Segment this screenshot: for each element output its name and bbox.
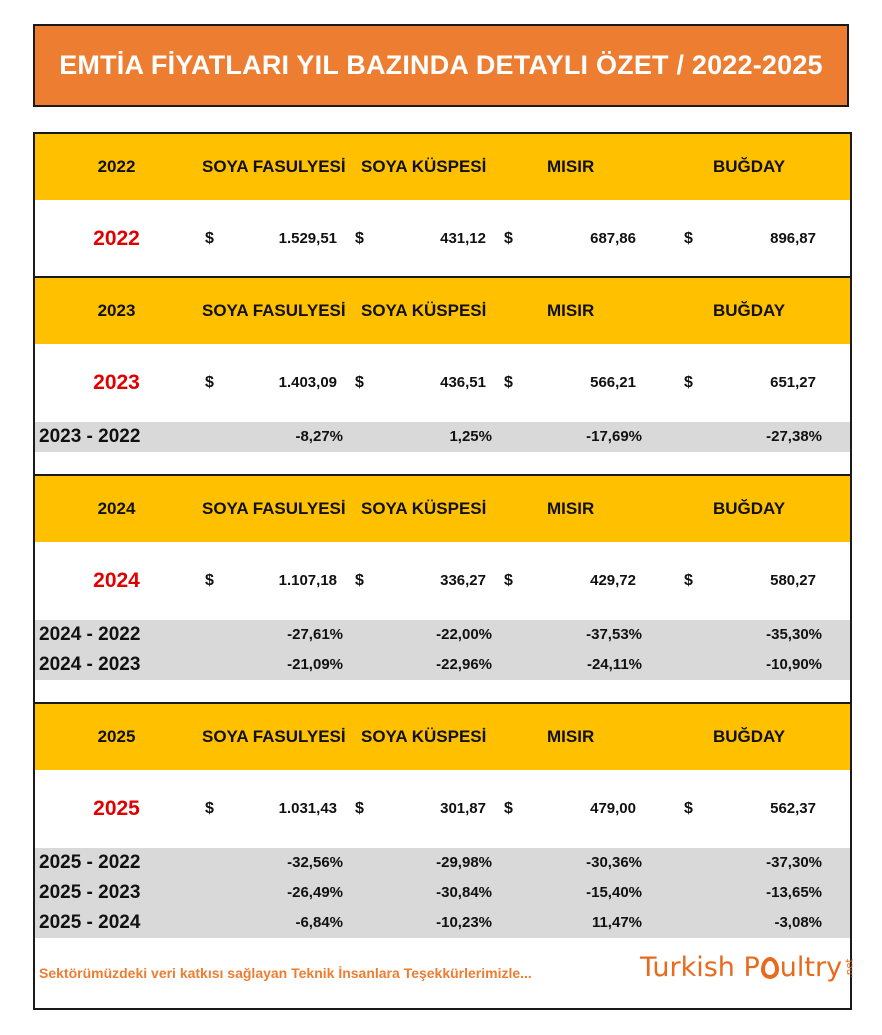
price-soya-kuspesi: 431,12 — [440, 230, 486, 247]
change-bugday: -13,65% — [766, 884, 822, 901]
change-label: 2025 - 2023 — [39, 882, 141, 903]
header-year: 2025 — [97, 727, 136, 746]
change-bugday: -27,38% — [766, 428, 822, 445]
currency-symbol: $ — [504, 800, 513, 817]
change-misir: -30,36% — [586, 854, 642, 871]
header-soya-fasulyesi: SOYA FASULYESİ — [202, 301, 346, 320]
price-bugday: 562,37 — [770, 800, 816, 817]
currency-symbol: $ — [504, 230, 513, 247]
price-soya-kuspesi: 336,27 — [440, 572, 486, 589]
change-row — [35, 650, 850, 680]
currency-symbol: $ — [504, 374, 513, 391]
header-year: 2023 — [97, 301, 136, 320]
price-soya-fasulyesi: 1.031,43 — [278, 800, 337, 817]
header-misir: MISIR — [547, 499, 595, 518]
header-misir: MISIR — [547, 301, 595, 320]
price-misir: 566,21 — [590, 374, 636, 391]
price-soya-fasulyesi: 1.403,09 — [278, 374, 337, 391]
change-soya-fasulyesi: -27,61% — [287, 626, 343, 643]
change-soya-kuspesi: -22,00% — [436, 626, 492, 643]
price-soya-fasulyesi: 1.107,18 — [278, 572, 337, 589]
price-row-year: 2025 — [93, 797, 140, 820]
price-row-year: 2024 — [93, 569, 140, 592]
change-misir: -17,69% — [586, 428, 642, 445]
currency-symbol: $ — [684, 572, 693, 589]
price-bugday: 651,27 — [770, 374, 816, 391]
header-year: 2024 — [97, 499, 136, 518]
change-soya-kuspesi: -22,96% — [436, 656, 492, 673]
currency-symbol: $ — [684, 230, 693, 247]
change-soya-fasulyesi: -32,56% — [287, 854, 343, 871]
change-label: 2023 - 2022 — [39, 426, 141, 447]
header-soya-fasulyesi: SOYA FASULYESİ — [202, 727, 346, 746]
currency-symbol: $ — [205, 572, 214, 589]
header-bugday: BUĞDAY — [713, 157, 786, 176]
change-bugday: -35,30% — [766, 626, 822, 643]
currency-symbol: $ — [205, 800, 214, 817]
change-row — [35, 620, 850, 650]
change-soya-kuspesi: -30,84% — [436, 884, 492, 901]
price-row — [35, 200, 850, 278]
header-soya-kuspesi: SOYA KÜSPESİ — [361, 157, 487, 176]
currency-symbol: $ — [684, 374, 693, 391]
header-soya-fasulyesi: SOYA FASULYESİ — [202, 499, 346, 518]
header-soya-kuspesi: SOYA KÜSPESİ — [361, 499, 487, 518]
logo-suffix: .net — [844, 958, 856, 979]
year-section-2025 — [35, 702, 850, 933]
change-label: 2024 - 2023 — [39, 654, 141, 675]
header-soya-kuspesi: SOYA KÜSPESİ — [361, 727, 487, 746]
change-soya-fasulyesi: -8,27% — [295, 428, 343, 445]
header-soya-fasulyesi: SOYA FASULYESİ — [202, 157, 346, 176]
header-bugday: BUĞDAY — [713, 727, 786, 746]
price-row-year: 2022 — [93, 227, 140, 250]
change-misir: -15,40% — [586, 884, 642, 901]
change-soya-fasulyesi: -6,84% — [295, 914, 343, 931]
year-section-2023 — [35, 276, 850, 447]
price-bugday: 896,87 — [770, 230, 816, 247]
change-bugday: -10,90% — [766, 656, 822, 673]
currency-symbol: $ — [205, 374, 214, 391]
price-misir: 479,00 — [590, 800, 636, 817]
change-row — [35, 848, 850, 878]
currency-symbol: $ — [504, 572, 513, 589]
section-header — [35, 476, 850, 542]
footer-note: Sektörümüzdeki veri katkısı sağlayan Teknik İnsanlara Teşekkürlerimizle... — [39, 965, 532, 981]
header-bugday: BUĞDAY — [713, 499, 786, 518]
header-bugday: BUĞDAY — [713, 301, 786, 320]
section-header — [35, 134, 850, 200]
year-section-2024 — [35, 474, 850, 675]
change-label: 2025 - 2022 — [39, 852, 141, 873]
price-misir: 429,72 — [590, 572, 636, 589]
header-misir: MISIR — [547, 727, 595, 746]
header-year: 2022 — [97, 157, 136, 176]
change-label: 2025 - 2024 — [39, 912, 141, 933]
summary-table — [33, 132, 856, 1010]
change-misir: -37,53% — [586, 626, 642, 643]
currency-symbol: $ — [355, 230, 364, 247]
change-soya-kuspesi: 1,25% — [449, 428, 492, 445]
price-soya-fasulyesi: 1.529,51 — [278, 230, 337, 247]
header-soya-kuspesi: SOYA KÜSPESİ — [361, 301, 487, 320]
change-soya-fasulyesi: -21,09% — [287, 656, 343, 673]
change-row — [35, 908, 850, 938]
change-soya-fasulyesi: -26,49% — [287, 884, 343, 901]
section-header — [35, 704, 850, 770]
currency-symbol: $ — [355, 572, 364, 589]
currency-symbol: $ — [355, 374, 364, 391]
header-misir: MISIR — [547, 157, 595, 176]
page-title: EMTİA FİYATLARI YIL BAZINDA DETAYLI ÖZET / 2022-2025 — [33, 24, 849, 107]
egg-icon — [761, 957, 779, 979]
change-row — [35, 878, 850, 908]
change-soya-kuspesi: -10,23% — [436, 914, 492, 931]
price-soya-kuspesi: 301,87 — [440, 800, 486, 817]
change-label: 2024 - 2022 — [39, 624, 141, 645]
change-soya-kuspesi: -29,98% — [436, 854, 492, 871]
logo-text-part1: Turkish P — [640, 952, 760, 983]
price-row — [35, 542, 850, 620]
currency-symbol: $ — [205, 230, 214, 247]
currency-symbol: $ — [684, 800, 693, 817]
price-row — [35, 770, 850, 848]
logo-text-part2: ultry — [779, 952, 843, 983]
change-row — [35, 422, 850, 452]
section-header — [35, 278, 850, 344]
change-bugday: -3,08% — [774, 914, 822, 931]
change-bugday: -37,30% — [766, 854, 822, 871]
currency-symbol: $ — [355, 800, 364, 817]
change-misir: 11,47% — [591, 914, 642, 931]
turkish-poultry-logo — [640, 952, 860, 992]
price-bugday: 580,27 — [770, 572, 816, 589]
price-row — [35, 344, 850, 422]
price-misir: 687,86 — [590, 230, 636, 247]
change-misir: -24,11% — [586, 656, 642, 673]
price-row-year: 2023 — [93, 371, 140, 394]
price-soya-kuspesi: 436,51 — [440, 374, 486, 391]
